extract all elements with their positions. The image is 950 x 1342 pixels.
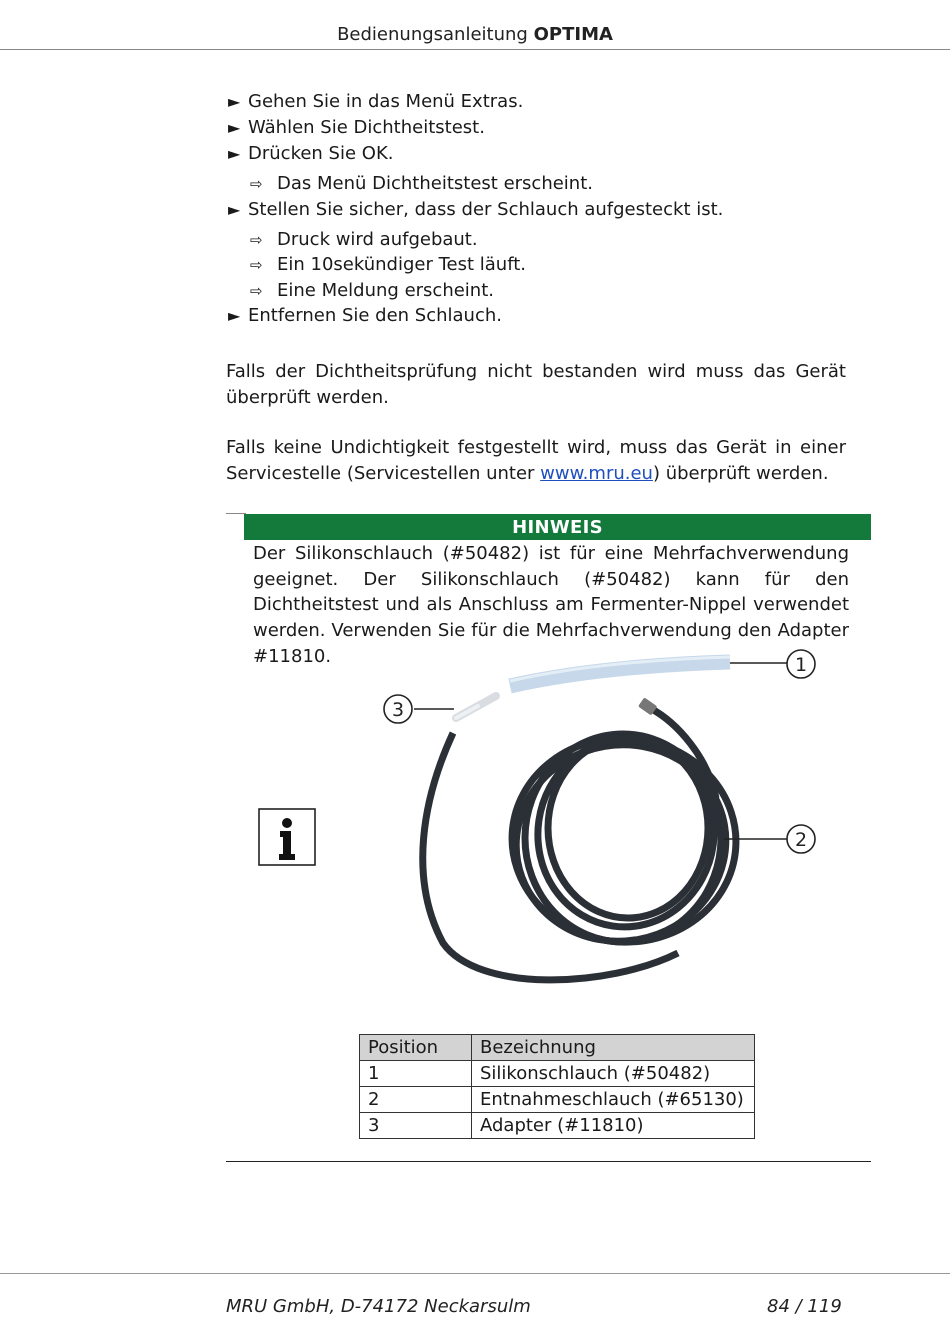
- service-paragraph: [226, 435, 846, 487]
- step-text: Druck wird aufgebaut.: [277, 228, 478, 250]
- table-header-row: [360, 1035, 755, 1061]
- note-divider: [226, 513, 246, 514]
- step-text: Wählen Sie Dichtheitstest.: [248, 117, 485, 138]
- column-header-position: Position: [360, 1035, 472, 1061]
- hose-figure: [378, 648, 828, 993]
- footer-company: MRU GmbH, D-74172 Neckarsulm: [226, 1296, 531, 1317]
- step-action: [228, 197, 868, 223]
- step-text: Drücken Sie OK.: [248, 143, 394, 164]
- step-text: Entfernen Sie den Schlauch.: [248, 305, 502, 326]
- note-end-divider: [226, 1161, 871, 1162]
- callout-3: [384, 695, 412, 723]
- table-cell: Silikonschlauch (#50482): [472, 1061, 755, 1087]
- instruction-steps: [228, 89, 868, 329]
- step-text: Gehen Sie in das Menü Extras.: [248, 91, 524, 112]
- result-arrow-icon: ⇨: [250, 281, 263, 300]
- step-result: [228, 171, 868, 197]
- step-result: [228, 278, 868, 304]
- svg-text:2: 2: [794, 829, 808, 851]
- table-cell: Entnahmeschlauch (#65130): [472, 1087, 755, 1113]
- result-arrow-icon: ⇨: [250, 256, 263, 274]
- footer-divider: [0, 1273, 950, 1274]
- mru-website-link[interactable]: www.mru.eu: [540, 463, 653, 484]
- table-cell: Adapter (#11810): [472, 1113, 755, 1139]
- step-text: Stellen Sie sicher, dass der Schlauch aufgesteckt ist.: [248, 198, 724, 220]
- result-arrow-icon: ⇨: [250, 230, 263, 249]
- step-text: Ein 10sekündiger Test läuft.: [277, 254, 527, 275]
- table-cell: 1: [360, 1061, 472, 1087]
- table-row: [360, 1087, 755, 1113]
- step-action: [228, 115, 868, 141]
- header-title: [0, 24, 950, 45]
- note-title: HINWEIS: [244, 514, 871, 540]
- step-action: [228, 89, 868, 115]
- action-arrow-icon: ►: [228, 199, 241, 219]
- failure-paragraph: Falls der Dichtheitsprüfung nicht bestanden wird muss das Gerät überprüft werden.: [226, 361, 846, 408]
- header-title-prefix: Bedienungsanleitung: [337, 24, 528, 45]
- step-action: [228, 303, 868, 329]
- callout-1: [787, 650, 815, 678]
- callout-2: [787, 825, 815, 853]
- svg-text:3: 3: [391, 699, 405, 721]
- action-arrow-icon: ►: [228, 92, 241, 111]
- action-arrow-icon: ►: [228, 118, 241, 137]
- table-cell: 2: [360, 1087, 472, 1113]
- step-action: [228, 141, 868, 167]
- step-result: [228, 252, 868, 278]
- service-text-end: ) überprüft werden.: [652, 463, 829, 484]
- service-text: Falls keine Undichtigkeit festgestellt wird, muss das Gerät in einer Servicestelle (Servicestellen unter: [226, 437, 846, 484]
- table-row: [360, 1061, 755, 1087]
- info-icon: [258, 808, 316, 866]
- header-product-name: OPTIMA: [533, 24, 613, 45]
- svg-text:1: 1: [794, 654, 808, 676]
- header-divider: [0, 49, 950, 50]
- action-arrow-icon: ►: [228, 306, 241, 325]
- sampling-hose: [423, 708, 745, 980]
- step-result: [228, 227, 868, 253]
- action-arrow-icon: ►: [228, 144, 241, 163]
- table-cell: 3: [360, 1113, 472, 1139]
- result-arrow-icon: ⇨: [250, 175, 263, 193]
- note-text: Der Silikonschlauch (#50482) ist für eine Mehrfachverwendung geeignet. Der Silikonschlauch (#50482) kann für den Dichtheitstest und als Anschluss am Fermenter-Nippel verwendet werden. Verwenden Sie für die Mehrfachverwendung den Adapter #11810.: [253, 543, 849, 667]
- position-table: [359, 1034, 755, 1139]
- footer-page-number: 84 / 119: [767, 1296, 842, 1317]
- step-text: Eine Meldung erscheint.: [277, 279, 494, 301]
- table-row: [360, 1113, 755, 1139]
- step-text: Das Menü Dichtheitstest erscheint.: [277, 173, 593, 194]
- column-header-description: Bezeichnung: [472, 1035, 755, 1061]
